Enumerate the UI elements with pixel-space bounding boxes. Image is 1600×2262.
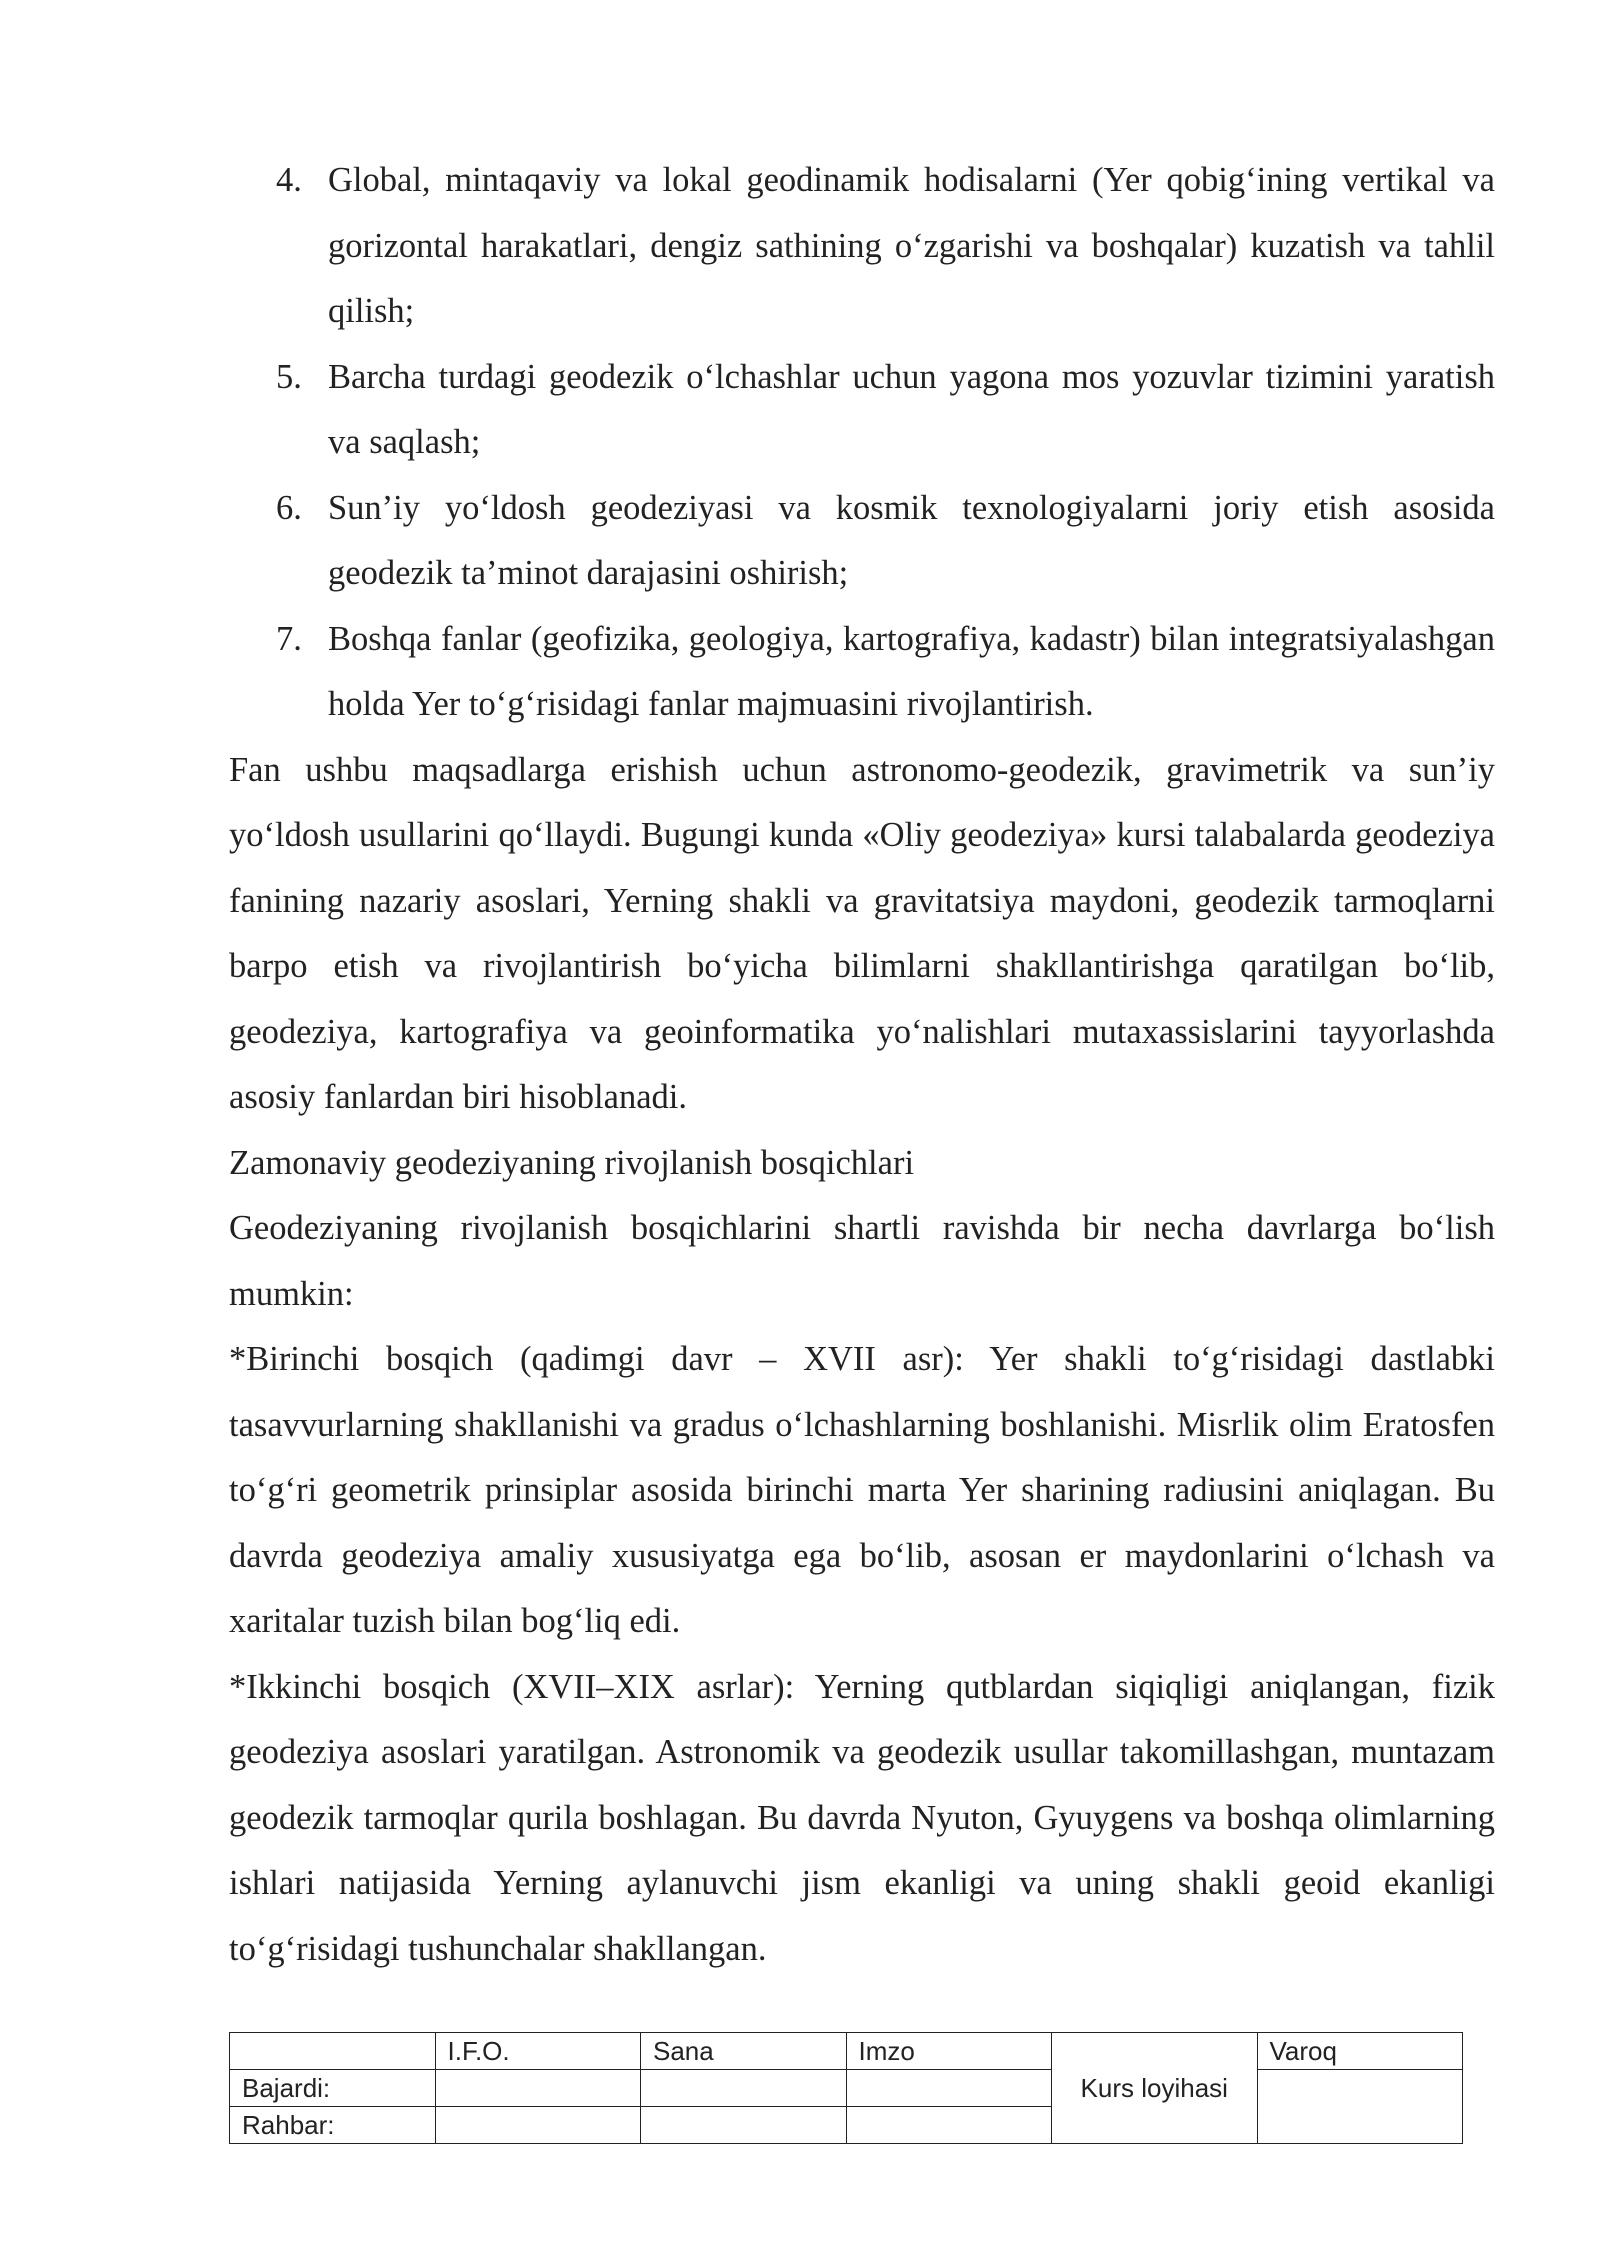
stamp-row-bajardi: Bajardi: — [230, 2070, 436, 2107]
stamp-header-sana: Sana — [641, 2033, 847, 2070]
paragraph-second-stage: *Ikkinchi bosqich (XVII–XIX asrlar): Yerning qutblardan siqiqligi aniqlangan, fizik geodeziya asoslari yaratilgan. Astronomik va geodezik usullar takomillashgan, muntazam geodezik tarmoqlar qurila boshlagan. Bu davrda Nyuton, Gyuygens va boshqa olimlarning ishlari natijasida Yerning aylanuvchi jism ekanligi va uning shakli geoid ekanligi to‘g‘risidagi tushunchalar shakllangan. — [229, 1667, 1495, 1968]
paragraph-methods: Fan ushbu maqsadlarga erishish uchun astronomo-geodezik, gravimetrik va sun’iy yo‘ldosh usullarini qo‘llaydi. Bugungi kunda «Oliy geodeziya» kursi talabalarda geodeziya fanining nazariy asoslari, Yerning shakli va gravitatsiya maydoni, geodezik tarmoqlarni barpo etish va rivojlantirish bo‘yicha bilimlarni shakllantirishga qaratilgan bo‘lib, geodeziya, kartografiya va geoinformatika yo‘nalishlari mutaxassislarini tayyorlashda asosiy fanlardan biri hisoblanadi. — [229, 750, 1495, 1116]
title-block-table — [229, 2032, 1463, 2144]
stamp-cell-empty — [846, 2070, 1052, 2107]
list-item — [276, 148, 1495, 345]
stamp-page-number-cell — [1257, 2070, 1463, 2144]
stamp-cell-empty — [846, 2107, 1052, 2144]
list-item-text: Barcha turdagi geodezik o‘lchashlar uchun yagona mos yozuvlar tizimini yaratish va saqlash; — [328, 357, 1495, 461]
list-item-number: 5. — [276, 357, 302, 396]
paragraph-intro-stages: Geodeziyaning rivojlanish bosqichlarini shartli ravishda bir necha davrlarga bo‘lish mumkin: — [229, 1209, 1495, 1313]
list-item-text: Sun’iy yo‘ldosh geodeziyasi va kosmik texnologiyalarni joriy etish asosida geodezik ta’minot darajasini oshirish; — [328, 488, 1495, 592]
list-item-text: Global, mintaqaviy va lokal geodinamik hodisalarni (Yer qobig‘ining vertikal va gorizontal harakatlari, dengiz sathining o‘zgarishi va boshqalar) kuzatish va tahlil qilish; — [328, 161, 1495, 330]
list-item-number: 7. — [276, 619, 302, 658]
list-item-text: Boshqa fanlar (geofizika, geologiya, kartografiya, kadastr) bilan integratsiyalashgan holda Yer to‘g‘risidagi fanlar majmuasini rivojlantirish. — [328, 619, 1495, 723]
stamp-header-ifo: I.F.O. — [435, 2033, 641, 2070]
stamp-header-varoq: Varoq — [1257, 2033, 1463, 2070]
stamp-header-imzo: Imzo — [846, 2033, 1052, 2070]
stamp-title: Kurs loyihasi — [1052, 2033, 1258, 2144]
stamp-row-rahbar: Rahbar: — [230, 2107, 436, 2144]
document-body — [229, 148, 1495, 1982]
numbered-list — [229, 148, 1495, 738]
stamp-cell-empty — [435, 2107, 641, 2144]
section-heading: Zamonaviy geodeziyaning rivojlanish bosqichlari — [229, 1143, 915, 1182]
list-item-number: 4. — [276, 161, 302, 199]
list-item-number: 6. — [276, 488, 302, 527]
stamp-cell-empty — [435, 2070, 641, 2107]
list-item — [276, 345, 1495, 476]
stamp-cell-empty — [641, 2070, 847, 2107]
stamp-cell-empty — [641, 2107, 847, 2144]
list-item — [276, 607, 1495, 738]
stamp-cell-empty — [230, 2033, 436, 2070]
list-item — [276, 476, 1495, 607]
paragraph-first-stage: *Birinchi bosqich (qadimgi davr – XVII asr): Yer shakli to‘g‘risidagi dastlabki tasavvurlarning shakllanishi va gradus o‘lchashlarning boshlanishi. Misrlik olim Eratosfen to‘g‘ri geometrik prinsiplar asosida birinchi marta Yer sharining radiusini aniqlagan. Bu davrda geodeziya amaliy xususiyatga ega bo‘lib, asosan er maydonlarini o‘lchash va xaritalar tuzish bilan bog‘liq edi. — [229, 1340, 1495, 1640]
